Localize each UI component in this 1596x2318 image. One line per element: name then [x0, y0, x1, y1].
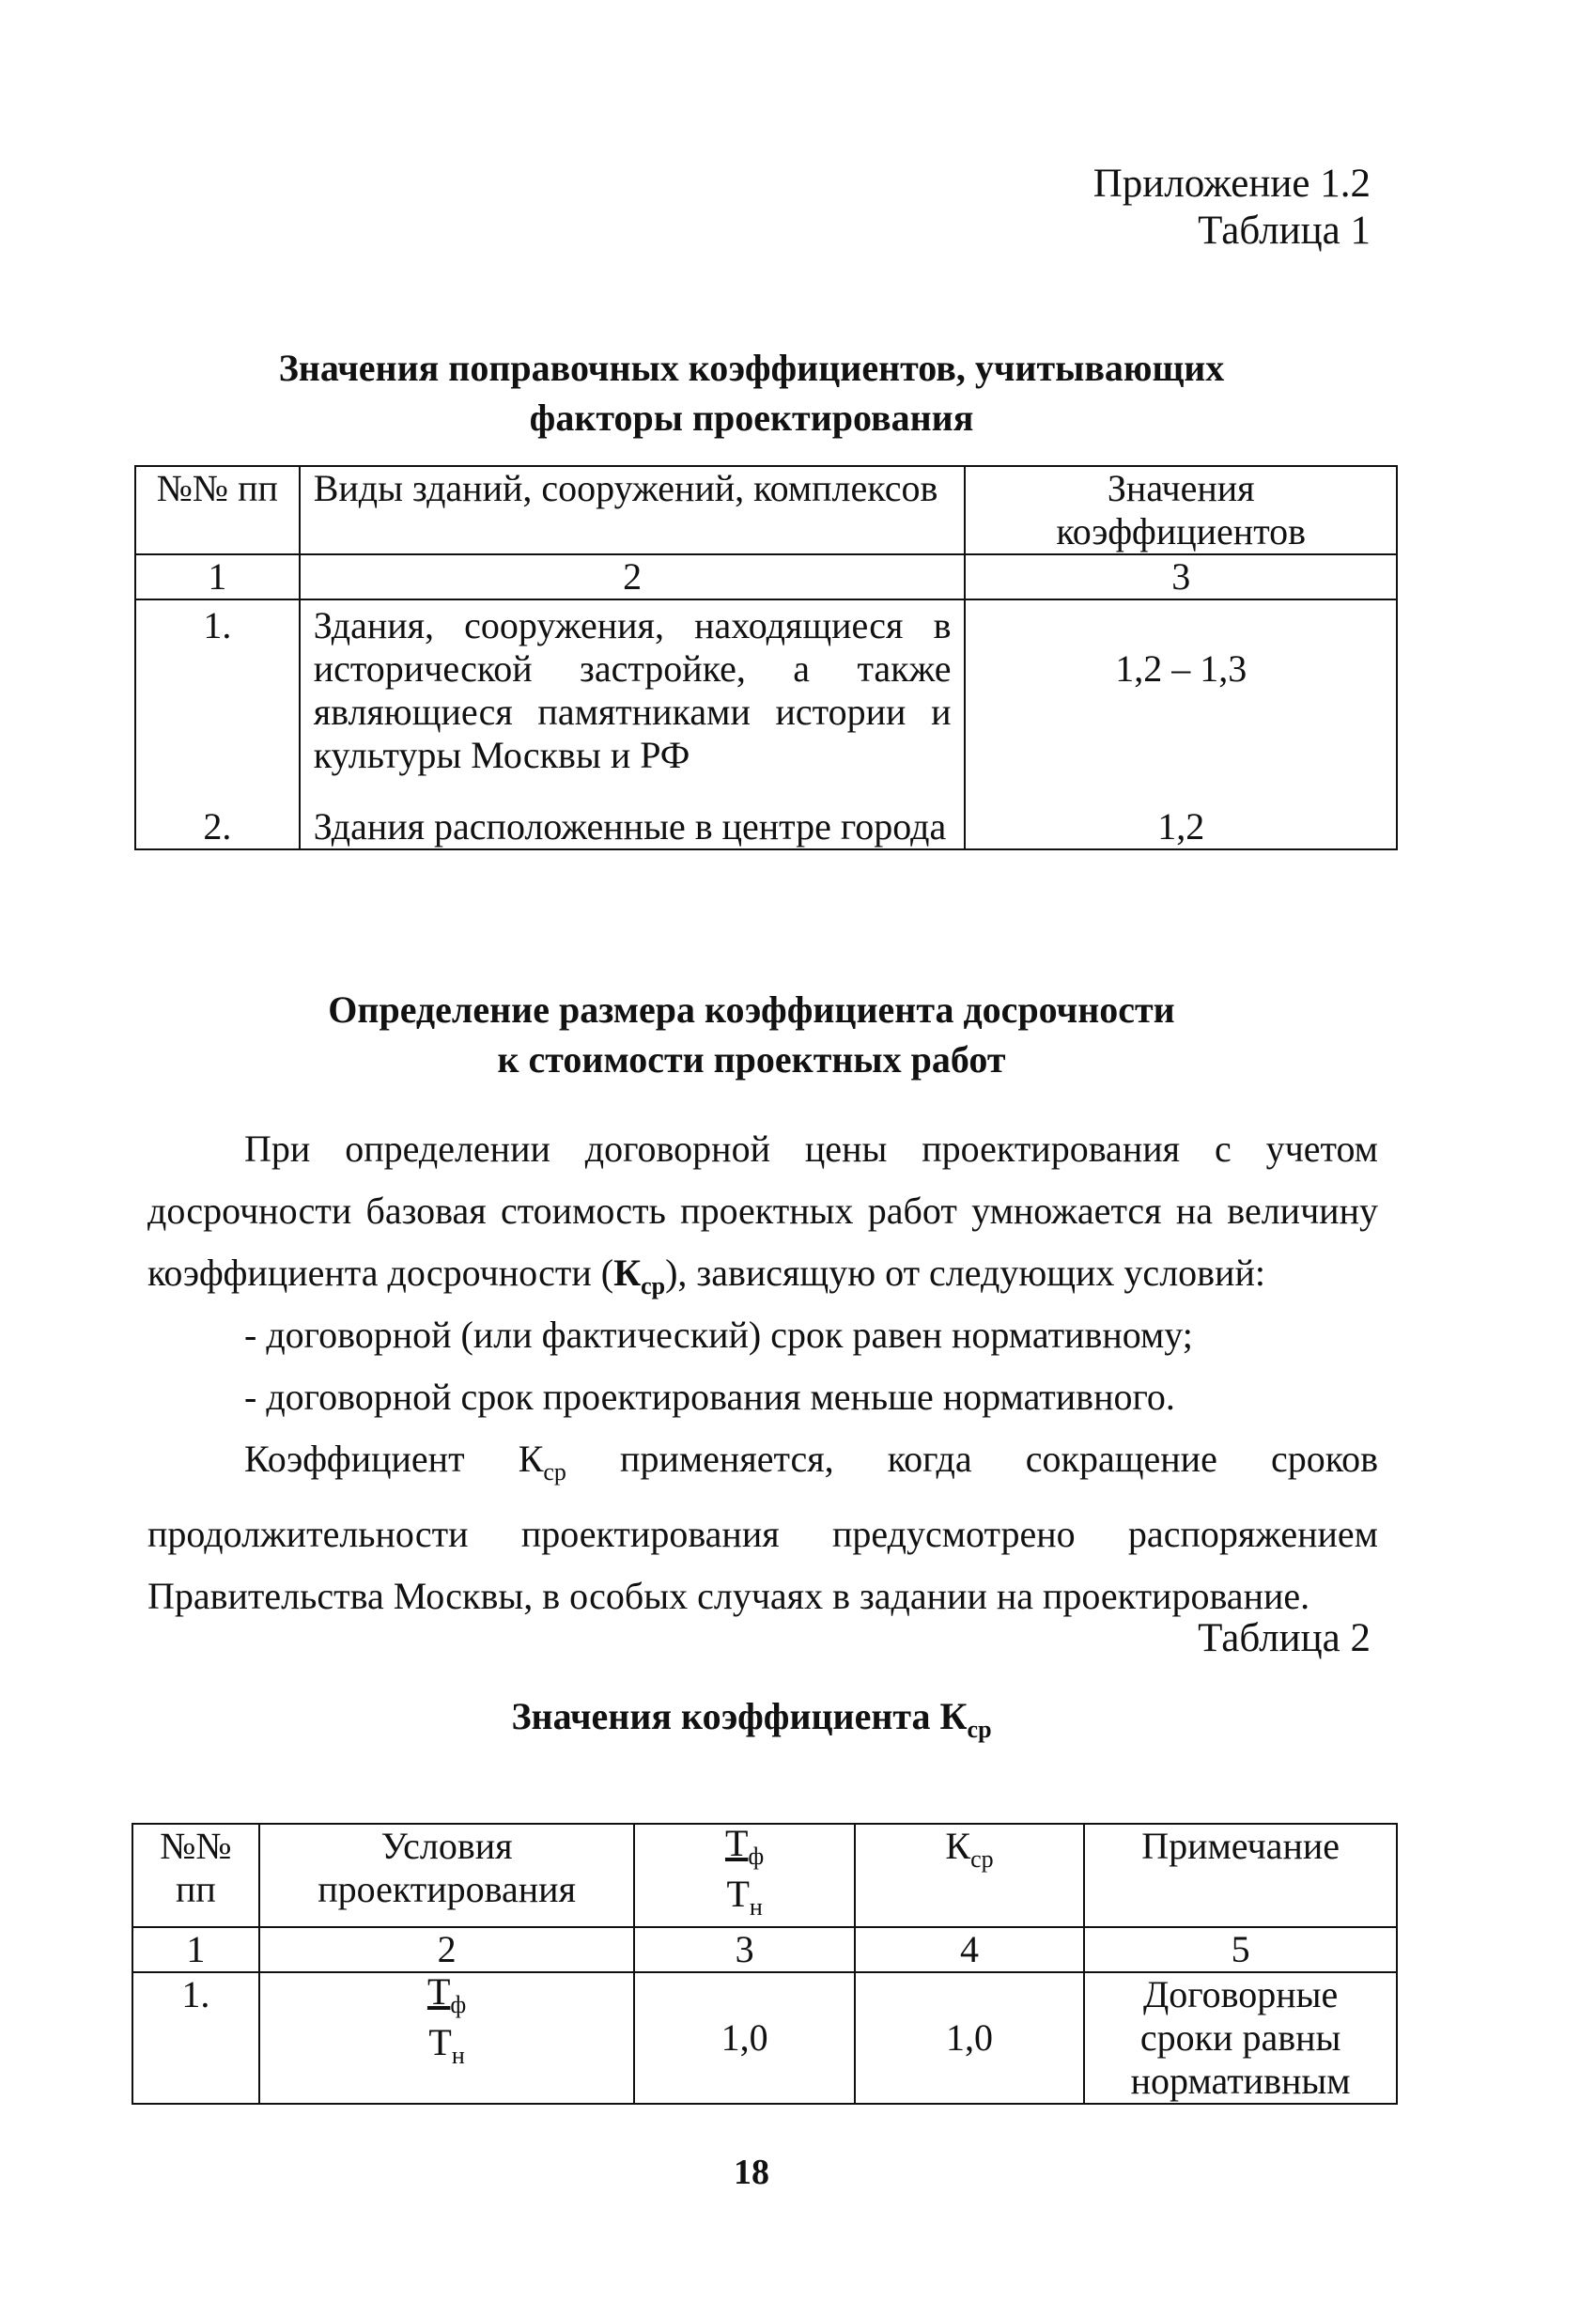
k-subscript-2: ср — [543, 1458, 566, 1486]
paragraph-1-text: При определении договорной цены проектирования с учетом досрочности базовая стоимость проектных работ умножается на величину коэффициента досрочности ( — [147, 1128, 1378, 1294]
table2-col-k — [855, 1824, 1084, 1927]
table2-col-note: Примечание — [1084, 1824, 1397, 1927]
page-number: 18 — [734, 2153, 769, 2192]
table2-row1-ratio: 1,0 — [634, 1972, 854, 2104]
denominator-sub: н — [749, 1893, 763, 1921]
row2-value: 1,2 — [965, 805, 1397, 849]
appendix-label: Приложение 1.2 — [1092, 162, 1371, 206]
section-title-line1: Определение размера коэффициента досрочности — [328, 988, 1175, 1031]
table1-col-desc: Виды зданий, сооружений, комплексов — [300, 466, 966, 554]
row1-value: 1,2 – 1,3 — [965, 599, 1397, 805]
table2-col-num: №№ пп — [132, 1824, 259, 1927]
fraction-numerator — [724, 1822, 765, 1875]
paragraph-2-end: применяется, когда сокращение сроков продолжительности проектирования предусмотрено распоряжением Правительства Москвы, в особых случаях в задании на проектирование. — [147, 1438, 1378, 1617]
cond-denominator-t: Т — [428, 2021, 452, 2063]
section-title-line2: к стоимости проектных работ — [497, 1038, 1006, 1081]
bullet-1: - договорной (или фактический) срок равен нормативному; — [244, 1314, 1193, 1356]
table2-colnum-5: 5 — [1084, 1927, 1397, 1972]
table2-colnum-1: 1 — [132, 1927, 259, 1972]
paragraph-1-end: ), зависящую от следующих условий: — [665, 1252, 1265, 1294]
numerator-sub: ф — [748, 1843, 765, 1870]
table1-number-row — [135, 554, 1397, 599]
table2-row1-k: 1,0 — [855, 1972, 1084, 2104]
table2-colnum-3: 3 — [634, 1927, 854, 1972]
table1-title-line1: Значения поправочных коэффициентов, учитывающих — [278, 347, 1225, 389]
table1 — [134, 465, 1398, 850]
table2-row1-note: Договорные сроки равны нормативным — [1084, 1972, 1397, 2104]
row2-desc: Здания расположенные в центре города — [300, 805, 966, 849]
table2-col-ratio — [634, 1824, 854, 1927]
cond-denominator-sub: н — [451, 2042, 465, 2069]
table2-number-row — [132, 1927, 1397, 1972]
row1-num: 1. — [135, 599, 300, 805]
conditions-fraction — [426, 1970, 467, 2075]
numerator-t: Т — [724, 1822, 749, 1864]
cond-denominator — [427, 2021, 466, 2075]
cond-numerator-sub: ф — [450, 1991, 467, 2018]
ratio-fraction — [724, 1822, 765, 1926]
k-symbol: К — [613, 1252, 642, 1294]
table2-colnum-2: 2 — [259, 1927, 635, 1972]
cond-numerator — [426, 1970, 467, 2024]
paragraph-2 — [147, 1428, 1378, 1627]
table-row — [132, 1972, 1397, 2104]
table1-header-row — [135, 466, 1397, 554]
fraction-denominator — [725, 1875, 764, 1926]
table2 — [132, 1823, 1398, 2105]
paragraph-1 — [147, 1118, 1378, 1317]
table1-colnum-3: 3 — [965, 554, 1397, 599]
denominator-t: Т — [726, 1873, 750, 1915]
k-subscript: ср — [641, 1272, 666, 1299]
table2-title — [0, 1691, 1503, 1754]
table1-col-values: Значения коэффициентов — [965, 466, 1397, 554]
row1-desc: Здания, сооружения, находящиеся в исторической застройке, а также являющиеся памятниками истории и культуры Москвы и РФ — [300, 599, 966, 805]
table2-colnum-4: 4 — [855, 1927, 1084, 1972]
table2-title-text: Значения коэффициента К — [511, 1695, 968, 1737]
table2-row1-conditions — [259, 1972, 635, 2104]
row2-num: 2. — [135, 805, 300, 849]
table1-col-num: №№ пп — [135, 466, 300, 554]
table2-col-conditions: Условия проектирования — [259, 1824, 635, 1927]
cond-numerator-t: Т — [426, 1970, 451, 2013]
table-row — [135, 805, 1397, 849]
table2-label: Таблица 2 — [1198, 1616, 1371, 1660]
bullet-2: - договорной срок проектирования меньше нормативного. — [244, 1376, 1175, 1418]
table-row — [135, 599, 1397, 805]
table1-label: Таблица 1 — [1198, 209, 1371, 253]
table1-colnum-1: 1 — [135, 554, 300, 599]
table2-header-row — [132, 1824, 1397, 1927]
table2-title-sub: ср — [967, 1716, 992, 1743]
col-k-sub: ср — [970, 1845, 994, 1873]
paragraph-2-text: Коэффициент К — [244, 1438, 544, 1480]
table2-row1-num: 1. — [132, 1972, 259, 2104]
table1-colnum-2: 2 — [300, 554, 966, 599]
col-k-letter: К — [945, 1825, 971, 1867]
table1-title-line2: факторы проектирования — [529, 397, 974, 439]
